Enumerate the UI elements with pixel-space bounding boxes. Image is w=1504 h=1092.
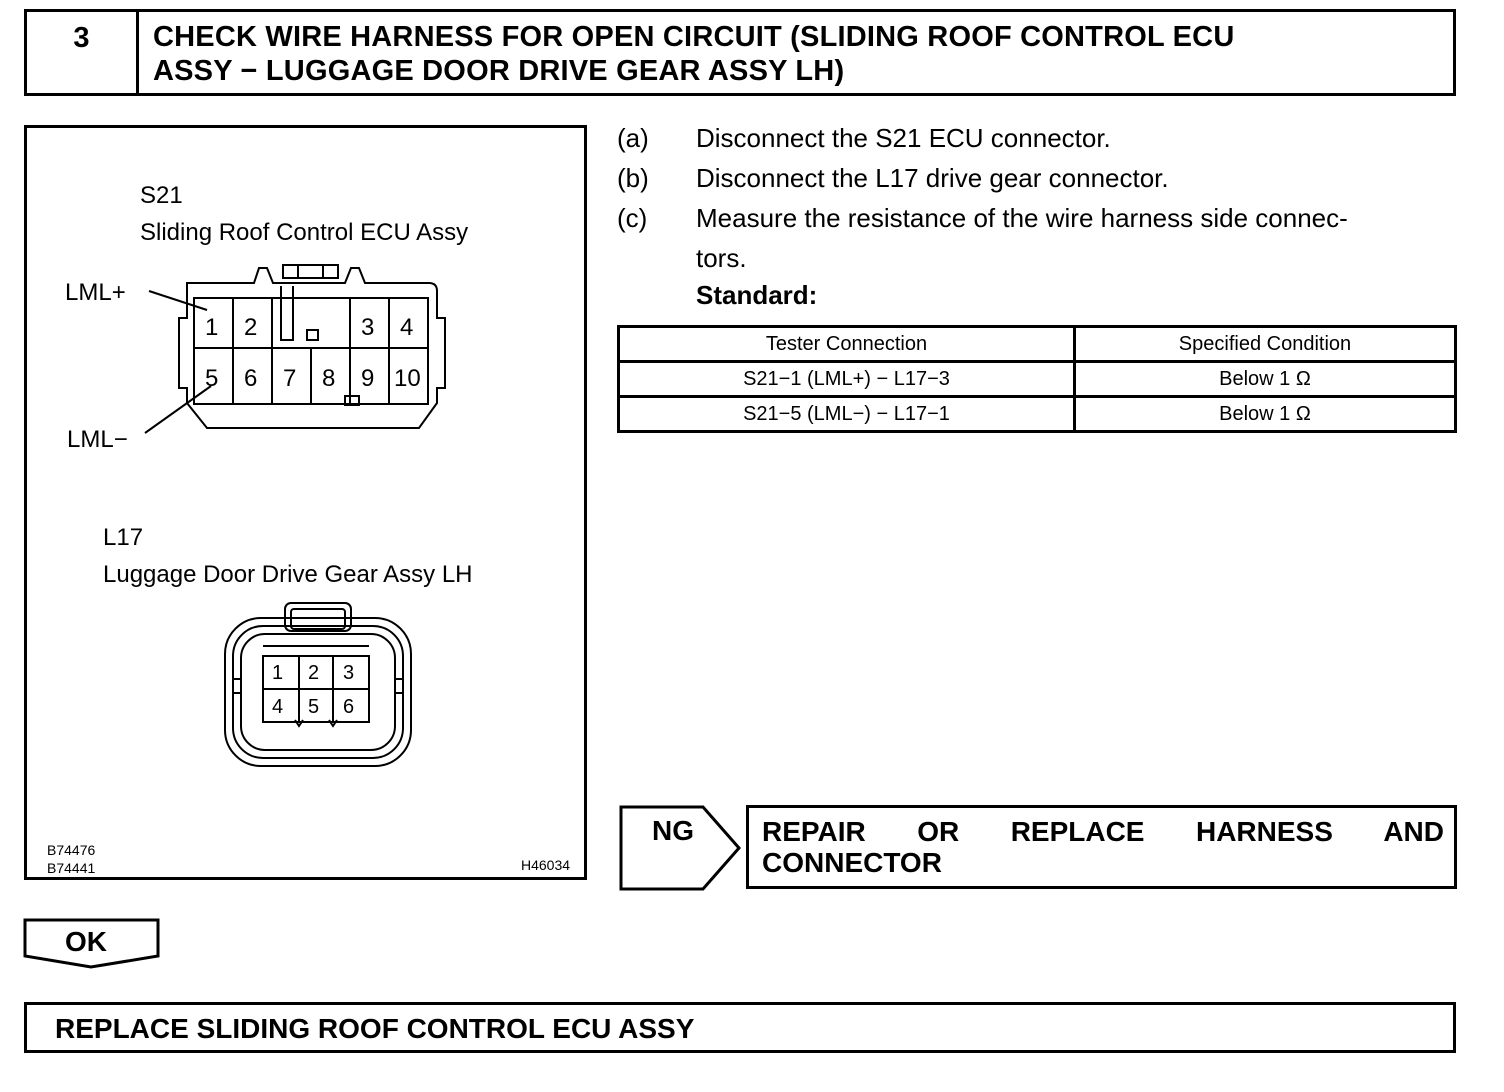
s21-pin: 1	[205, 314, 219, 341]
s21-pin: 2	[244, 314, 258, 341]
step-title-line1: CHECK WIRE HARNESS FOR OPEN CIRCUIT (SLIDING ROOF CONTROL ECU	[153, 21, 1235, 53]
l17-name: Luggage Door Drive Gear Assy LH	[103, 561, 473, 588]
standard-label: Standard:	[696, 280, 818, 310]
lml-minus-label: LML−	[67, 426, 128, 453]
step-text: Disconnect the L17 drive gear connector.	[696, 163, 1169, 193]
table-cell: S21−5 (LML−) − L17−1	[619, 397, 1075, 432]
s21-pin: 8	[322, 365, 336, 392]
step-text: Measure the resistance of the wire harness side connec-	[696, 203, 1348, 233]
s21-name: Sliding Roof Control ECU Assy	[140, 219, 469, 246]
s21-pin: 6	[244, 365, 258, 392]
standard-table	[617, 325, 1457, 433]
ok-action-text: REPLACE SLIDING ROOF CONTROL ECU ASSY	[55, 1013, 695, 1044]
table-cell: S21−1 (LML+) − L17−3	[619, 362, 1075, 397]
step-number: 3	[27, 12, 139, 93]
table-header-row	[619, 327, 1456, 362]
s21-code: S21	[140, 182, 183, 209]
table-header: Specified Condition	[1074, 327, 1455, 362]
step-title-line2: ASSY − LUGGAGE DOOR DRIVE GEAR ASSY LH)	[153, 55, 845, 87]
s21-pin: 3	[361, 314, 375, 341]
step-text: Disconnect the S21 ECU connector.	[696, 123, 1111, 153]
figure-code: B74441	[47, 860, 96, 876]
figure-code: B74476	[47, 842, 96, 858]
s21-pin: 4	[400, 314, 414, 341]
figure-code: H46034	[521, 857, 571, 873]
s21-pin: 7	[283, 365, 297, 392]
step-letter: (c)	[617, 203, 648, 233]
ok-action-box	[24, 1002, 1456, 1053]
table-cell: Below 1 Ω	[1074, 362, 1455, 397]
l17-pin: 1	[272, 662, 284, 684]
step-letter: (b)	[617, 163, 649, 193]
l17-pin: 2	[308, 662, 320, 684]
l17-code: L17	[103, 524, 144, 551]
step-title	[153, 20, 1443, 88]
table-cell: Below 1 Ω	[1074, 397, 1455, 432]
connector-figure	[24, 125, 587, 880]
ok-label: OK	[65, 926, 107, 957]
l17-pin: 4	[272, 696, 284, 718]
step-header	[24, 9, 1456, 96]
s21-pin: 5	[205, 365, 219, 392]
ng-action-box	[746, 805, 1457, 889]
table-header: Tester Connection	[619, 327, 1075, 362]
step-letter: (a)	[617, 123, 649, 153]
s21-pin: 9	[361, 365, 375, 392]
ng-action-text: REPAIR OR REPLACE HARNESS AND CONNECTOR	[762, 816, 1444, 878]
ng-label: NG	[652, 815, 694, 846]
table-row	[619, 362, 1456, 397]
l17-pin: 5	[308, 696, 320, 718]
l17-pin: 3	[343, 662, 355, 684]
step-text: tors.	[696, 243, 747, 273]
l17-housing-outer	[225, 618, 411, 766]
s21-pin: 10	[394, 365, 421, 392]
lml-plus-label: LML+	[65, 279, 126, 306]
l17-pin: 6	[343, 696, 355, 718]
table-row	[619, 397, 1456, 432]
